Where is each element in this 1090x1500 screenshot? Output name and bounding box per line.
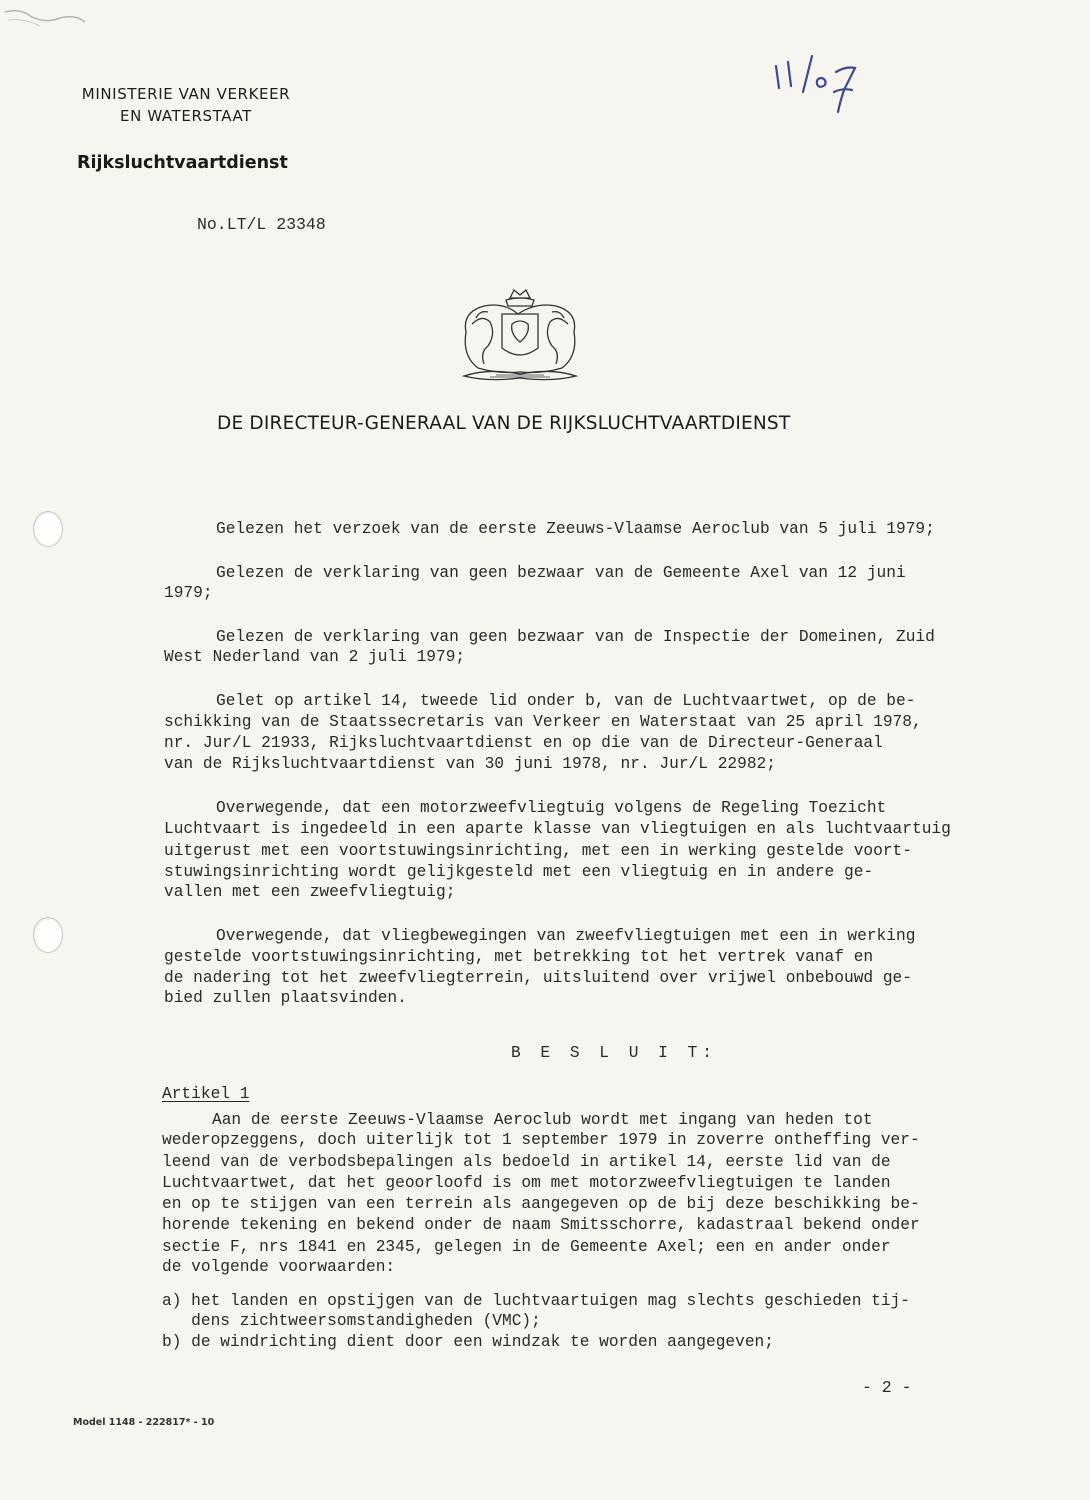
body-line: nr. Jur/L 21933, Rijksluchtvaartdienst en op die van de Directeur-Generaal <box>164 734 883 752</box>
body-line: uitgerust met een voortstuwingsinrichting, met een in werking gestelde voort- <box>164 842 912 860</box>
article-line: a) het landen en opstijgen van de luchtvaartuigen mag slechts geschieden tij- <box>162 1292 910 1310</box>
article-line: Aan de eerste Zeeuws-Vlaamse Aeroclub wordt met ingang van heden tot <box>212 1111 873 1129</box>
coat-of-arms-emblem <box>458 288 582 384</box>
punch-hole-top <box>33 511 63 547</box>
decision-heading: B E S L U I T: <box>511 1044 717 1062</box>
ministry-name <box>70 83 302 127</box>
document-title: DE DIRECTEUR-GENERAAL VAN DE RIJKSLUCHTVAARTDIENST <box>217 413 791 434</box>
article-line: en op te stijgen van een terrein als aangegeven op de bij deze beschikking be- <box>162 1195 920 1213</box>
body-line: Overwegende, dat een motorzweefvliegtuig volgens de Regeling Toezicht <box>216 799 887 817</box>
form-model-number: Model 1148 - 222817* - 10 <box>73 1417 215 1428</box>
body-line: Luchtvaart is ingedeeld in een aparte klasse van vliegtuigen en als luchtvaartuig <box>164 820 951 838</box>
article-line: sectie F, nrs 1841 en 2345, gelegen in de Gemeente Axel; een en ander onder <box>162 1238 891 1256</box>
body-line: Gelezen de verklaring van geen bezwaar van de Inspectie der Domeinen, Zuid <box>216 628 935 646</box>
ministry-line-1: MINISTERIE VAN VERKEER <box>81 85 291 103</box>
article-line: b) de windrichting dient door een windzak te worden aangegeven; <box>162 1333 774 1351</box>
body-line: Gelezen het verzoek van de eerste Zeeuws-Vlaamse Aeroclub van 5 juli 1979; <box>216 520 935 538</box>
handwritten-note <box>770 52 880 122</box>
body-line: Gelet op artikel 14, tweede lid onder b, van de Luchtvaartwet, op de be- <box>216 692 916 710</box>
next-page-indicator: - 2 - <box>862 1378 912 1397</box>
article-line: wederopzeggens, doch uiterlijk tot 1 september 1979 in zoverre ontheffing ver- <box>162 1131 920 1149</box>
body-line: vallen met een zweefvliegtuig; <box>164 883 456 901</box>
corner-scribble <box>0 0 100 40</box>
body-line: bied zullen plaatsvinden. <box>164 989 407 1007</box>
body-line: Overwegende, dat vliegbewegingen van zweefvliegtuigen met een in werking <box>216 927 916 945</box>
article-heading: Artikel 1 <box>162 1085 250 1103</box>
document-number: No.LT/L 23348 <box>197 215 326 234</box>
body-line: West Nederland van 2 juli 1979; <box>164 648 466 666</box>
agency-name: Rijksluchtvaartdienst <box>77 153 288 173</box>
body-line: de nadering tot het zweefvliegterrein, uitsluitend over vrijwel onbebouwd ge- <box>164 969 912 987</box>
article-line: dens zichtweersomstandigheden (VMC); <box>162 1312 541 1330</box>
article-line: de volgende voorwaarden: <box>162 1258 396 1276</box>
ministry-line-2: EN WATERSTAAT <box>120 107 252 125</box>
body-line: 1979; <box>164 584 213 602</box>
article-line: leend van de verbodsbepalingen als bedoeld in artikel 14, eerste lid van de <box>162 1153 891 1171</box>
article-line: horende tekening en bekend onder de naam Smitsschorre, kadastraal bekend onder <box>162 1216 920 1234</box>
body-line: van de Rijksluchtvaartdienst van 30 juni 1978, nr. Jur/L 22982; <box>164 755 776 773</box>
body-line: stuwingsinrichting wordt gelijkgesteld met een vliegtuig en in andere ge- <box>164 863 874 881</box>
body-line: gestelde voortstuwingsinrichting, met betrekking tot het vertrek vanaf en <box>164 948 874 966</box>
punch-hole-bottom <box>33 917 63 953</box>
body-line: schikking van de Staatssecretaris van Verkeer en Waterstaat van 25 april 1978, <box>164 713 922 731</box>
body-line: Gelezen de verklaring van geen bezwaar van de Gemeente Axel van 12 juni <box>216 564 906 582</box>
article-line: Luchtvaartwet, dat het geoorloofd is om met motorzweefvliegtuigen te landen <box>162 1174 891 1192</box>
